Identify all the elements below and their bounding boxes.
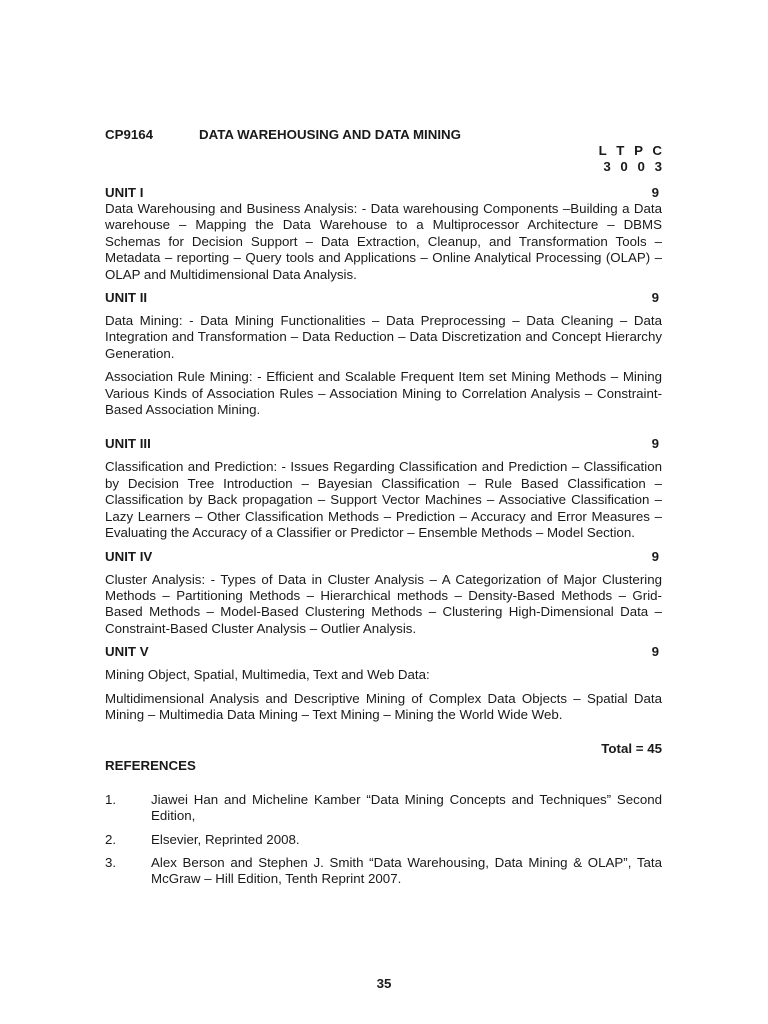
- course-title: DATA WAREHOUSING AND DATA MINING: [199, 127, 461, 142]
- unit-heading: [105, 436, 662, 452]
- unit-paragraph: Mining Object, Spatial, Multimedia, Text and Web Data:: [105, 667, 430, 683]
- unit-heading: [105, 290, 662, 306]
- unit-label: UNIT I: [105, 185, 144, 200]
- unit-hours: 9: [651, 548, 659, 564]
- unit-paragraph: Classification and Prediction: - Issues Regarding Classification and Prediction – Classification by Decision Tree Introduction – Bayesian Classification – Rule Based Classification – Classification by Back propagation – Support Vector Machines – Associative Classification – Lazy Learners – Other Classification Methods – Prediction – Accuracy and Error Measures – Evaluating the Accuracy of a Classifier or Predictor – Ensemble Methods – Model Section.: [105, 459, 662, 541]
- ltpc-values: 3 0 0 3: [603, 159, 665, 174]
- reference-number: 2.: [105, 831, 117, 847]
- reference-number: 3.: [105, 854, 117, 870]
- unit-hours: 9: [651, 185, 659, 200]
- unit-hours: 9: [651, 290, 659, 306]
- unit-heading: [105, 549, 662, 565]
- total-hours: Total = 45: [601, 741, 662, 757]
- unit-heading: [105, 185, 662, 201]
- syllabus-content: [105, 127, 665, 888]
- reference-item: [105, 855, 662, 888]
- reference-text: Alex Berson and Stephen J. Smith “Data Warehousing, Data Mining & OLAP”, Tata McGraw – Hill Edition, Tenth Reprint 2007.: [151, 854, 662, 887]
- course-header: [105, 127, 662, 143]
- unit-label: UNIT III: [105, 436, 151, 452]
- unit-hours: 9: [651, 644, 659, 660]
- references-heading: REFERENCES: [105, 757, 196, 773]
- unit-label: UNIT V: [105, 644, 149, 660]
- reference-item: [105, 792, 662, 825]
- unit-paragraph: Multidimensional Analysis and Descriptive Mining of Complex Data Objects – Spatial Data Mining – Multimedia Data Mining – Text Mining – Mining the World Wide Web.: [105, 690, 662, 722]
- unit-paragraph: Association Rule Mining: - Efficient and Scalable Frequent Item set Mining Methods – Mining Various Kinds of Association Rules – Association Mining to Correlation Analysis – Constraint-Based Association Mining.: [105, 369, 662, 418]
- reference-text: Elsevier, Reprinted 2008.: [151, 831, 300, 847]
- page-number: 35: [376, 976, 392, 991]
- reference-item: [105, 832, 662, 848]
- reference-text: Jiawei Han and Micheline Kamber “Data Mining Concepts and Techniques” Second Edition,: [151, 791, 662, 824]
- unit-paragraph: Data Mining: - Data Mining Functionalities – Data Preprocessing – Data Cleaning – Data Integration and Transformation – Data Reduction – Data Discretization and Concept Hierarchy Generation.: [105, 313, 662, 361]
- unit-paragraph: Data Warehousing and Business Analysis: - Data warehousing Components –Building a Data warehouse – Mapping the Data Warehouse to a Multiprocessor Architecture – DBMS Schemas for Decision Support – Data Extraction, Cleanup, and Transformation Tools –Metadata – reporting – Query tools and Applications – Online Analytical Processing (OLAP) – OLAP and Multidimensional Data Analysis.: [105, 201, 662, 282]
- ltpc-labels: L T P C: [598, 143, 665, 158]
- course-code: CP9164: [105, 127, 154, 142]
- unit-paragraph: Cluster Analysis: - Types of Data in Cluster Analysis – A Categorization of Major Clustering Methods – Partitioning Methods – Hierarchical methods – Density-Based Methods – Grid-Based Methods – Model-Based Clustering Methods – Clustering High-Dimensional Data – Constraint-Based Cluster Analysis – Outlier Analysis.: [105, 571, 662, 636]
- reference-number: 1.: [105, 791, 117, 807]
- unit-label: UNIT IV: [105, 548, 153, 564]
- unit-heading: [105, 644, 662, 660]
- unit-hours: 9: [651, 436, 659, 452]
- unit-label: UNIT II: [105, 290, 148, 306]
